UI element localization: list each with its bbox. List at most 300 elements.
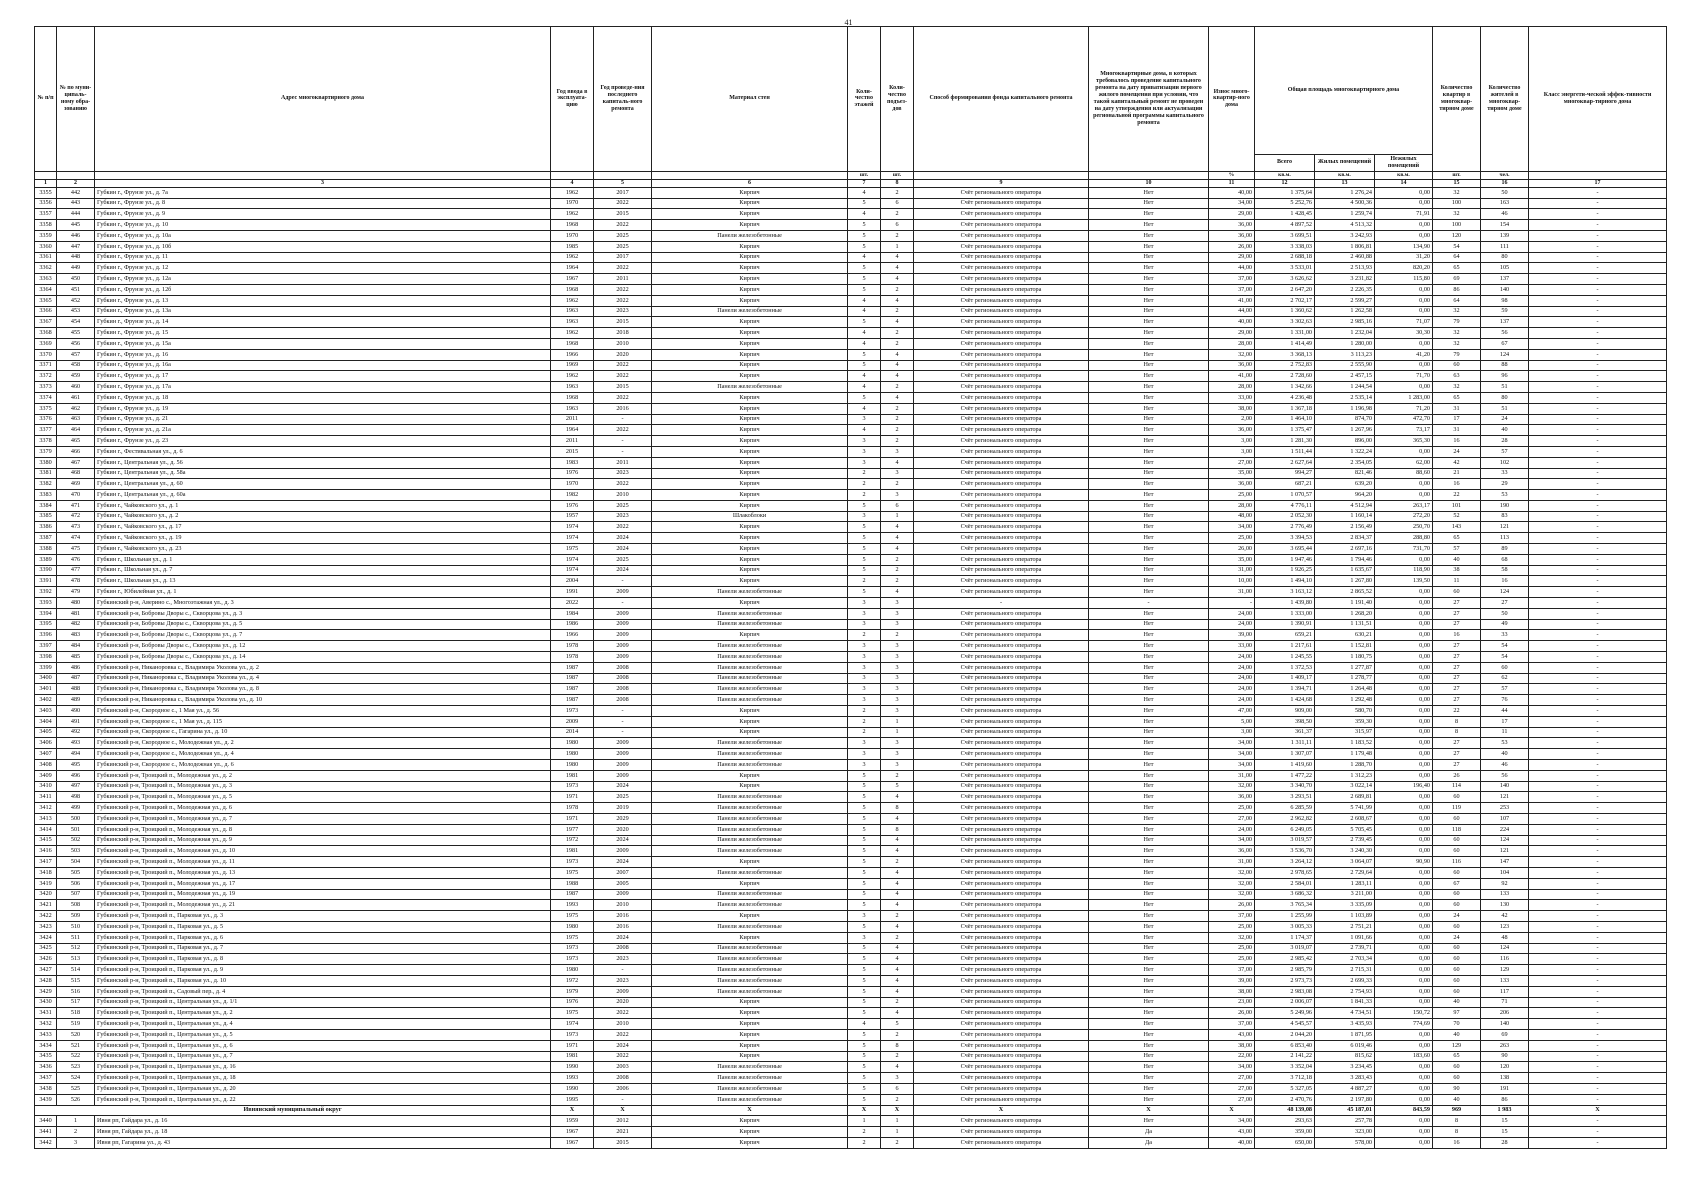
- cell-area-total: 398,50: [1255, 716, 1315, 727]
- cell-area-total: 3 368,13: [1255, 349, 1315, 360]
- cell-area-residential: 2 513,93: [1315, 263, 1375, 274]
- cell-energy-class: -: [1529, 598, 1667, 609]
- cell-floors: 3: [848, 414, 881, 425]
- cell-floors: 5: [848, 317, 881, 328]
- cell-address: Губкин г., Фрунзе ул., д. 23: [95, 436, 551, 447]
- cell-row-number: 3419: [35, 878, 57, 889]
- cell-area-total: 1 428,45: [1255, 209, 1315, 220]
- cell-entrances: 8: [881, 803, 914, 814]
- cell-area-total: 650,00: [1255, 1137, 1315, 1148]
- cell-needed-repair: Нет: [1089, 1019, 1209, 1030]
- cell-fund-method: Счёт регионального оператора: [914, 824, 1089, 835]
- table-row: [35, 436, 1667, 447]
- cell-mun-number: 496: [57, 770, 95, 781]
- cell-floors: 5: [848, 965, 881, 976]
- cell-area-total: 2 752,83: [1255, 360, 1315, 371]
- cell-fund-method: Счёт регионального оператора: [914, 900, 1089, 911]
- cell-apartments: 65: [1433, 533, 1481, 544]
- summary-cell: 48 139,08: [1255, 1105, 1315, 1116]
- cell-area-total: 2 983,08: [1255, 986, 1315, 997]
- cell-fund-method: Счёт регионального оператора: [914, 770, 1089, 781]
- cell-row-number: 3405: [35, 727, 57, 738]
- cell-address: Губкинский р-н, Скородное с., Молодежная ул., д. 6: [95, 760, 551, 771]
- cell-mun-number: 453: [57, 306, 95, 317]
- cell-entrances: 6: [881, 198, 914, 209]
- cell-entrances: 4: [881, 349, 914, 360]
- cell-apartments: 40: [1433, 997, 1481, 1008]
- cell-entrances: 1: [881, 1116, 914, 1127]
- cell-year-repair: 2009: [594, 846, 652, 857]
- cell-fund-method: Счёт регионального оператора: [914, 522, 1089, 533]
- cell-floors: 5: [848, 835, 881, 846]
- cell-area-total: 359,00: [1255, 1127, 1315, 1138]
- cell-entrances: 3: [881, 652, 914, 663]
- cell-residents: 54: [1481, 652, 1529, 663]
- cell-area-residential: 4 734,51: [1315, 1008, 1375, 1019]
- column-number: 11: [1209, 179, 1255, 187]
- cell-area-residential: 3 335,09: [1315, 900, 1375, 911]
- cell-area-total: 3 293,51: [1255, 792, 1315, 803]
- cell-area-nonresidential: 0,00: [1375, 673, 1433, 684]
- cell-wall-material: Панели железобетонные: [652, 662, 848, 673]
- cell-area-total: 3 264,12: [1255, 857, 1315, 868]
- cell-residents: 129: [1481, 965, 1529, 976]
- cell-mun-number: 502: [57, 835, 95, 846]
- cell-area-residential: 2 535,14: [1315, 392, 1375, 403]
- cell-residents: 58: [1481, 565, 1529, 576]
- cell-floors: 4: [848, 425, 881, 436]
- cell-floors: 4: [848, 306, 881, 317]
- table-row: [35, 814, 1667, 825]
- cell-address: Губкин г., Фрунзе ул., д. 15: [95, 328, 551, 339]
- cell-fund-method: Счёт регионального оператора: [914, 608, 1089, 619]
- cell-needed-repair: Нет: [1089, 932, 1209, 943]
- cell-year-repair: -: [594, 716, 652, 727]
- cell-mun-number: 513: [57, 954, 95, 965]
- cell-needed-repair: Нет: [1089, 706, 1209, 717]
- cell-area-nonresidential: 0,00: [1375, 716, 1433, 727]
- table-row: [35, 673, 1667, 684]
- cell-area-total: 3 352,04: [1255, 1062, 1315, 1073]
- cell-row-number: 3382: [35, 479, 57, 490]
- cell-area-nonresidential: 0,00: [1375, 706, 1433, 717]
- cell-residents: 140: [1481, 1019, 1529, 1030]
- summary-cell: X: [848, 1105, 881, 1116]
- cell-floors: 5: [848, 1083, 881, 1094]
- cell-address: Губкинский р-н, Никаноровка с., Владимира Уколова ул., д. 2: [95, 662, 551, 673]
- cell-wear: 3,00: [1209, 446, 1255, 457]
- cell-needed-repair: Нет: [1089, 295, 1209, 306]
- cell-address: Губкин г., Школьная ул., д. 13: [95, 576, 551, 587]
- cell-row-number: 3441: [35, 1127, 57, 1138]
- cell-area-nonresidential: 0,00: [1375, 1073, 1433, 1084]
- cell-area-nonresidential: 0,00: [1375, 760, 1433, 771]
- cell-energy-class: -: [1529, 921, 1667, 932]
- cell-year-built: 1971: [551, 1040, 594, 1051]
- cell-year-built: 1974: [551, 565, 594, 576]
- column-number: 16: [1481, 179, 1529, 187]
- cell-residents: 140: [1481, 284, 1529, 295]
- cell-floors: 5: [848, 230, 881, 241]
- cell-area-residential: 1 091,66: [1315, 932, 1375, 943]
- cell-fund-method: Счёт регионального оператора: [914, 857, 1089, 868]
- table-row: [35, 781, 1667, 792]
- cell-mun-number: 485: [57, 652, 95, 663]
- cell-year-repair: 2009: [594, 630, 652, 641]
- table-row: [35, 1116, 1667, 1127]
- cell-area-nonresidential: 0,00: [1375, 911, 1433, 922]
- summary-cell: 843,59: [1375, 1105, 1433, 1116]
- cell-wear: 35,00: [1209, 554, 1255, 565]
- cell-area-residential: 2 985,16: [1315, 317, 1375, 328]
- cell-mun-number: 504: [57, 857, 95, 868]
- cell-year-repair: 2021: [594, 1127, 652, 1138]
- cell-area-nonresidential: 0,00: [1375, 846, 1433, 857]
- cell-year-built: 1962: [551, 328, 594, 339]
- cell-address: Губкинский р-н, Троицкий п., Молодежная ул., д. 9: [95, 835, 551, 846]
- cell-area-total: 3 699,51: [1255, 230, 1315, 241]
- cell-apartments: 26: [1433, 770, 1481, 781]
- cell-apartments: 27: [1433, 598, 1481, 609]
- cell-needed-repair: Нет: [1089, 662, 1209, 673]
- cell-floors: 3: [848, 619, 881, 630]
- cell-residents: 133: [1481, 889, 1529, 900]
- cell-row-number: 3389: [35, 554, 57, 565]
- cell-energy-class: -: [1529, 1019, 1667, 1030]
- table-row: [35, 1094, 1667, 1105]
- table-row: [35, 1040, 1667, 1051]
- cell-wall-material: Кирпич: [652, 857, 848, 868]
- cell-area-residential: 1 292,48: [1315, 695, 1375, 706]
- cell-energy-class: -: [1529, 1094, 1667, 1105]
- cell-needed-repair: Нет: [1089, 360, 1209, 371]
- cell-fund-method: Счёт регионального оператора: [914, 500, 1089, 511]
- cell-row-number: 3408: [35, 760, 57, 771]
- cell-address: Губкинский р-н, Бобровы Дворы с., Скворцова ул., д. 5: [95, 619, 551, 630]
- cell-area-residential: 2 739,45: [1315, 835, 1375, 846]
- cell-area-total: 6 249,05: [1255, 824, 1315, 835]
- cell-year-built: 1970: [551, 198, 594, 209]
- cell-year-built: 1987: [551, 889, 594, 900]
- cell-fund-method: Счёт регионального оператора: [914, 198, 1089, 209]
- cell-entrances: 4: [881, 889, 914, 900]
- cell-address: Губкин г., Фрунзе ул., д. 21а: [95, 425, 551, 436]
- cell-apartments: 32: [1433, 338, 1481, 349]
- cell-area-residential: 1 183,52: [1315, 738, 1375, 749]
- cell-wall-material: Кирпич: [652, 209, 848, 220]
- cell-address: Губкин г., Центральная ул., д. 60: [95, 479, 551, 490]
- cell-year-built: 1966: [551, 630, 594, 641]
- cell-energy-class: -: [1529, 457, 1667, 468]
- cell-year-built: 2004: [551, 576, 594, 587]
- cell-year-built: 1968: [551, 392, 594, 403]
- cell-residents: 69: [1481, 1029, 1529, 1040]
- cell-wear: 36,00: [1209, 360, 1255, 371]
- cell-energy-class: -: [1529, 652, 1667, 663]
- cell-apartments: 64: [1433, 295, 1481, 306]
- cell-year-repair: 2022: [594, 392, 652, 403]
- cell-energy-class: -: [1529, 360, 1667, 371]
- col-residents: Количество жителей в многоквар-тирном доме: [1481, 27, 1529, 172]
- cell-energy-class: -: [1529, 403, 1667, 414]
- cell-energy-class: -: [1529, 554, 1667, 565]
- cell-entrances: 4: [881, 986, 914, 997]
- cell-area-nonresidential: 0,00: [1375, 1137, 1433, 1148]
- cell-floors: 5: [848, 1008, 881, 1019]
- cell-area-nonresidential: 0,00: [1375, 684, 1433, 695]
- cell-entrances: 2: [881, 187, 914, 198]
- cell-year-repair: 2025: [594, 230, 652, 241]
- cell-wall-material: Панели железобетонные: [652, 846, 848, 857]
- cell-floors: 5: [848, 284, 881, 295]
- cell-residents: 138: [1481, 1073, 1529, 1084]
- cell-wall-material: Панели железобетонные: [652, 1062, 848, 1073]
- cell-floors: 4: [848, 338, 881, 349]
- cell-mun-number: 449: [57, 263, 95, 274]
- cell-apartments: 8: [1433, 727, 1481, 738]
- cell-energy-class: -: [1529, 695, 1667, 706]
- cell-area-total: 2 702,17: [1255, 295, 1315, 306]
- cell-energy-class: -: [1529, 781, 1667, 792]
- cell-area-nonresidential: 118,90: [1375, 565, 1433, 576]
- cell-apartments: 60: [1433, 921, 1481, 932]
- cell-address: Губкинский р-н, Троицкий п., Парковая ул., д. 6: [95, 932, 551, 943]
- cell-mun-number: 517: [57, 997, 95, 1008]
- cell-apartments: 32: [1433, 382, 1481, 393]
- cell-energy-class: -: [1529, 220, 1667, 231]
- cell-energy-class: -: [1529, 792, 1667, 803]
- cell-mun-number: 525: [57, 1083, 95, 1094]
- cell-wear: 38,00: [1209, 403, 1255, 414]
- cell-wear: 26,00: [1209, 1008, 1255, 1019]
- cell-wall-material: Кирпич: [652, 436, 848, 447]
- cell-energy-class: -: [1529, 835, 1667, 846]
- cell-wall-material: Шлакоблоки: [652, 511, 848, 522]
- cell-area-nonresidential: 31,20: [1375, 252, 1433, 263]
- cell-entrances: 3: [881, 695, 914, 706]
- cell-apartments: 27: [1433, 608, 1481, 619]
- cell-needed-repair: -: [1089, 598, 1209, 609]
- cell-needed-repair: Нет: [1089, 803, 1209, 814]
- cell-row-number: 3369: [35, 338, 57, 349]
- cell-area-total: 1 375,47: [1255, 425, 1315, 436]
- cell-fund-method: Счёт регионального оператора: [914, 220, 1089, 231]
- cell-wall-material: Кирпич: [652, 317, 848, 328]
- table-row: [35, 684, 1667, 695]
- cell-year-repair: 2015: [594, 382, 652, 393]
- cell-year-repair: 2024: [594, 533, 652, 544]
- cell-wear: 41,00: [1209, 371, 1255, 382]
- cell-address: Губкинский р-н, Троицкий п., Центральная ул., д. 18: [95, 1073, 551, 1084]
- cell-entrances: 2: [881, 770, 914, 781]
- table-row: [35, 1019, 1667, 1030]
- cell-address: Губкинский р-н, Троицкий п., Молодежная ул., д. 2: [95, 770, 551, 781]
- cell-area-nonresidential: 0,00: [1375, 1127, 1433, 1138]
- cell-fund-method: Счёт регионального оператора: [914, 1094, 1089, 1105]
- cell-wear: 33,00: [1209, 392, 1255, 403]
- cell-floors: 3: [848, 652, 881, 663]
- cell-wear: 32,00: [1209, 878, 1255, 889]
- table-row: [35, 317, 1667, 328]
- cell-apartments: 16: [1433, 436, 1481, 447]
- cell-year-built: 1972: [551, 975, 594, 986]
- cell-address: Губкин г., Фрунзе ул., д. 10а: [95, 230, 551, 241]
- cell-area-total: 6 285,59: [1255, 803, 1315, 814]
- cell-entrances: 1: [881, 727, 914, 738]
- cell-address: Губкинский р-н, Троицкий п., Центральная ул., д. 16: [95, 1062, 551, 1073]
- cell-fund-method: Счёт регионального оператора: [914, 716, 1089, 727]
- cell-wear: 34,00: [1209, 522, 1255, 533]
- cell-wall-material: Кирпич: [652, 360, 848, 371]
- cell-wall-material: Кирпич: [652, 414, 848, 425]
- cell-wear: 43,00: [1209, 1127, 1255, 1138]
- cell-residents: 123: [1481, 921, 1529, 932]
- cell-row-number: 3384: [35, 500, 57, 511]
- cell-area-nonresidential: 0,00: [1375, 662, 1433, 673]
- cell-area-total: 1 367,18: [1255, 403, 1315, 414]
- cell-area-total: 1 494,10: [1255, 576, 1315, 587]
- cell-area-nonresidential: 365,30: [1375, 436, 1433, 447]
- table-row: [35, 349, 1667, 360]
- cell-area-total: 1 281,30: [1255, 436, 1315, 447]
- cell-address: Губкинский р-н, Троицкий п., Молодежная ул., д. 7: [95, 814, 551, 825]
- cell-fund-method: Счёт регионального оператора: [914, 511, 1089, 522]
- cell-mun-number: 497: [57, 781, 95, 792]
- cell-area-total: 1 375,64: [1255, 187, 1315, 198]
- cell-floors: 4: [848, 209, 881, 220]
- cell-residents: 124: [1481, 587, 1529, 598]
- cell-entrances: 3: [881, 684, 914, 695]
- table-row: [35, 414, 1667, 425]
- table-row: [35, 274, 1667, 285]
- cell-address: Губкинский р-н, Аверино с., Многоэтажная ул., д. 3: [95, 598, 551, 609]
- cell-fund-method: Счёт регионального оператора: [914, 630, 1089, 641]
- cell-wear: 25,00: [1209, 921, 1255, 932]
- cell-floors: 5: [848, 241, 881, 252]
- cell-entrances: 3: [881, 760, 914, 771]
- cell-address: Губкинский р-н, Троицкий п., Молодежная ул., д. 21: [95, 900, 551, 911]
- cell-energy-class: -: [1529, 975, 1667, 986]
- cell-area-nonresidential: 0,00: [1375, 749, 1433, 760]
- cell-floors: 3: [848, 598, 881, 609]
- cell-row-number: 3438: [35, 1083, 57, 1094]
- cell-residents: 102: [1481, 457, 1529, 468]
- cell-area-total: 1 419,60: [1255, 760, 1315, 771]
- cell-year-built: 1964: [551, 263, 594, 274]
- cell-needed-repair: Нет: [1089, 857, 1209, 868]
- cell-area-nonresidential: 150,72: [1375, 1008, 1433, 1019]
- cell-entrances: 4: [881, 846, 914, 857]
- cell-energy-class: -: [1529, 889, 1667, 900]
- table-row: [35, 1127, 1667, 1138]
- cell-floors: 5: [848, 943, 881, 954]
- cell-area-total: 1 342,66: [1255, 382, 1315, 393]
- cell-residents: 104: [1481, 867, 1529, 878]
- cell-fund-method: Счёт регионального оператора: [914, 781, 1089, 792]
- cell-needed-repair: Нет: [1089, 749, 1209, 760]
- cell-wear: 24,00: [1209, 608, 1255, 619]
- cell-wall-material: Панели железобетонные: [652, 619, 848, 630]
- cell-row-number: 3411: [35, 792, 57, 803]
- summary-cell: X: [652, 1105, 848, 1116]
- cell-year-built: 1985: [551, 241, 594, 252]
- cell-residents: 40: [1481, 425, 1529, 436]
- cell-mun-number: 469: [57, 479, 95, 490]
- cell-energy-class: -: [1529, 608, 1667, 619]
- cell-energy-class: -: [1529, 522, 1667, 533]
- page-number: 41: [844, 18, 853, 27]
- cell-area-total: 2 962,82: [1255, 814, 1315, 825]
- cell-residents: 107: [1481, 814, 1529, 825]
- cell-energy-class: -: [1529, 565, 1667, 576]
- cell-area-total: 3 394,53: [1255, 533, 1315, 544]
- cell-wall-material: Панели железобетонные: [652, 975, 848, 986]
- cell-year-repair: 2010: [594, 900, 652, 911]
- cell-apartments: 60: [1433, 587, 1481, 598]
- cell-row-number: 3424: [35, 932, 57, 943]
- cell-mun-number: 524: [57, 1073, 95, 1084]
- cell-energy-class: -: [1529, 824, 1667, 835]
- cell-row-number: 3423: [35, 921, 57, 932]
- cell-address: Губкин г., Фрунзе ул., д. 7а: [95, 187, 551, 198]
- cell-fund-method: Счёт регионального оператора: [914, 252, 1089, 263]
- cell-row-number: 3410: [35, 781, 57, 792]
- table-row: [35, 544, 1667, 555]
- cell-needed-repair: Нет: [1089, 565, 1209, 576]
- cell-wall-material: Кирпич: [652, 198, 848, 209]
- summary-row: [35, 1105, 1667, 1116]
- cell-needed-repair: Нет: [1089, 1073, 1209, 1084]
- cell-entrances: 4: [881, 544, 914, 555]
- cell-year-built: 1973: [551, 943, 594, 954]
- cell-address: Губкин г., Фрунзе ул., д. 15а: [95, 338, 551, 349]
- cell-area-total: 3 626,62: [1255, 274, 1315, 285]
- cell-residents: 121: [1481, 522, 1529, 533]
- cell-apartments: 16: [1433, 479, 1481, 490]
- cell-area-total: 2 776,49: [1255, 522, 1315, 533]
- cell-entrances: 4: [881, 371, 914, 382]
- cell-address: Губкинский р-н, Скородное с., Гагарина ул., д. 10: [95, 727, 551, 738]
- cell-area-nonresidential: 196,40: [1375, 781, 1433, 792]
- cell-area-residential: 2 703,34: [1315, 954, 1375, 965]
- cell-year-repair: 2008: [594, 695, 652, 706]
- cell-row-number: 3409: [35, 770, 57, 781]
- cell-wall-material: Кирпич: [652, 338, 848, 349]
- cell-fund-method: Счёт регионального оператора: [914, 975, 1089, 986]
- cell-floors: 5: [848, 220, 881, 231]
- cell-residents: 139: [1481, 230, 1529, 241]
- cell-area-total: 1 331,00: [1255, 328, 1315, 339]
- cell-mun-number: 472: [57, 511, 95, 522]
- cell-address: Губкинский р-н, Скородное с., 1 Мая ул., д. 115: [95, 716, 551, 727]
- cell-floors: 5: [848, 587, 881, 598]
- cell-year-repair: 2008: [594, 662, 652, 673]
- cell-entrances: 4: [881, 878, 914, 889]
- cell-energy-class: -: [1529, 846, 1667, 857]
- cell-year-repair: -: [594, 965, 652, 976]
- cell-mun-number: 473: [57, 522, 95, 533]
- table-row: [35, 889, 1667, 900]
- cell-floors: 5: [848, 1051, 881, 1062]
- cell-area-residential: 1 244,54: [1315, 382, 1375, 393]
- cell-wear: 38,00: [1209, 1040, 1255, 1051]
- cell-address: Губкинский р-н, Троицкий п., Парковая ул., д. 10: [95, 975, 551, 986]
- table-row: [35, 1083, 1667, 1094]
- cell-year-repair: -: [594, 576, 652, 587]
- cell-year-built: 1967: [551, 1137, 594, 1148]
- cell-wear: 25,00: [1209, 954, 1255, 965]
- cell-row-number: 3402: [35, 695, 57, 706]
